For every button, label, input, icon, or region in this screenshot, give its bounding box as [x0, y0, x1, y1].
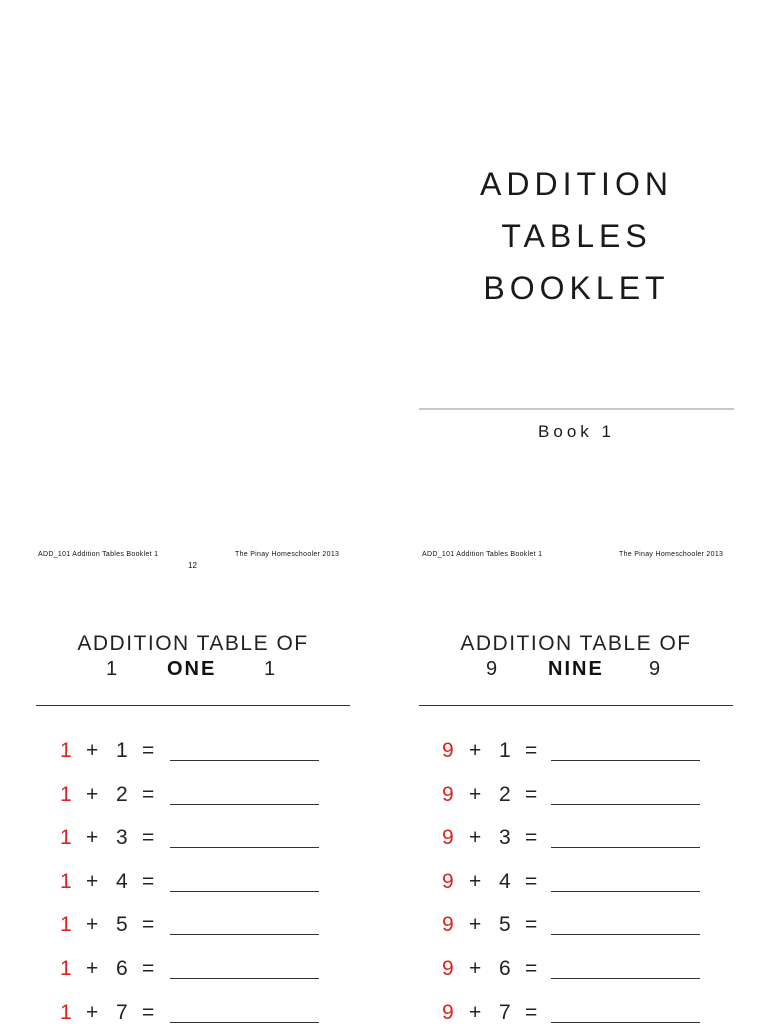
- table-subheading: [419, 658, 733, 686]
- equation-row: [36, 780, 350, 810]
- cover-title: [419, 158, 734, 314]
- equals-sign: =: [525, 739, 538, 762]
- table-divider: [36, 705, 350, 706]
- table-word: NINE: [548, 658, 604, 680]
- addend-b: 2: [499, 782, 511, 806]
- plus-sign: +: [469, 913, 482, 937]
- answer-blank[interactable]: [551, 1022, 700, 1023]
- footer-right-credit: The Pinay Homeschooler 2013: [619, 551, 724, 558]
- plus-sign: +: [469, 957, 482, 980]
- equation-row: [419, 867, 733, 897]
- plus-sign: +: [469, 782, 482, 806]
- plus-sign: +: [86, 869, 99, 893]
- cover-title-line3: BOOKLET: [483, 270, 670, 306]
- plus-sign: +: [86, 1000, 99, 1024]
- addend-b: 5: [116, 913, 128, 937]
- equation-row: [36, 954, 350, 984]
- answer-blank[interactable]: [551, 934, 700, 935]
- addend-b: 1: [499, 739, 511, 762]
- table-number-right: 1: [264, 658, 276, 680]
- addend-b: 6: [499, 957, 511, 980]
- table-heading: ADDITION TABLE OF: [460, 632, 692, 655]
- table-number-right: 9: [649, 658, 661, 680]
- plus-sign: +: [86, 739, 99, 762]
- equals-sign: =: [142, 739, 155, 762]
- footer-left-credit: The Pinay Homeschooler 2013: [235, 551, 340, 558]
- addend-b: 7: [116, 1000, 128, 1024]
- equation-row: [419, 998, 733, 1028]
- addend-b: 6: [116, 957, 128, 980]
- addend-b: 3: [116, 826, 128, 850]
- equation-row: [419, 910, 733, 940]
- addend-b: 5: [499, 913, 511, 937]
- plus-sign: +: [86, 782, 99, 806]
- plus-sign: +: [469, 739, 482, 762]
- table-heading: ADDITION TABLE OF: [77, 632, 309, 655]
- table-number-left: 9: [486, 658, 498, 680]
- addend-a: 1: [60, 782, 72, 806]
- addend-a: 1: [60, 1000, 72, 1024]
- addend-b: 2: [116, 782, 128, 806]
- answer-blank[interactable]: [551, 847, 700, 848]
- answer-blank[interactable]: [170, 891, 319, 892]
- addend-a: 9: [442, 826, 454, 850]
- answer-blank[interactable]: [170, 978, 319, 979]
- addend-b: 7: [499, 1000, 511, 1024]
- answer-blank[interactable]: [551, 978, 700, 979]
- plus-sign: +: [86, 913, 99, 937]
- footer-right-code: ADD_101 Addition Tables Booklet 1: [422, 551, 543, 558]
- equation-row: [36, 910, 350, 940]
- addend-b: 1: [116, 739, 128, 762]
- addend-b: 4: [499, 869, 511, 893]
- answer-blank[interactable]: [170, 934, 319, 935]
- page-number: 12: [188, 561, 197, 570]
- cover-divider: [419, 408, 734, 410]
- equals-sign: =: [142, 869, 155, 893]
- addend-a: 9: [442, 1000, 454, 1024]
- plus-sign: +: [469, 1000, 482, 1024]
- answer-blank[interactable]: [551, 891, 700, 892]
- table-number-left: 1: [106, 658, 118, 680]
- equals-sign: =: [142, 957, 155, 980]
- equation-row: [419, 736, 733, 766]
- addend-a: 9: [442, 869, 454, 893]
- plus-sign: +: [86, 957, 99, 980]
- equation-row: [36, 998, 350, 1028]
- plus-sign: +: [469, 826, 482, 850]
- equals-sign: =: [525, 1000, 538, 1024]
- addition-table-nine: [419, 630, 733, 1024]
- equals-sign: =: [142, 826, 155, 850]
- equals-sign: =: [142, 1000, 155, 1024]
- addend-a: 1: [60, 826, 72, 850]
- equation-row: [419, 780, 733, 810]
- equation-row: [36, 867, 350, 897]
- equals-sign: =: [525, 782, 538, 806]
- addend-b: 3: [499, 826, 511, 850]
- addend-b: 4: [116, 869, 128, 893]
- equation-row: [419, 823, 733, 853]
- addend-a: 9: [442, 913, 454, 937]
- answer-blank[interactable]: [551, 804, 700, 805]
- addend-a: 1: [60, 957, 72, 980]
- addition-table-one: [36, 630, 350, 1024]
- answer-blank[interactable]: [170, 1022, 319, 1023]
- addend-a: 9: [442, 957, 454, 980]
- equals-sign: =: [525, 913, 538, 937]
- answer-blank[interactable]: [170, 760, 319, 761]
- equation-row: [419, 954, 733, 984]
- plus-sign: +: [86, 826, 99, 850]
- cover-subtitle: Book 1: [538, 422, 615, 441]
- cover-title-line1: ADDITION: [480, 166, 673, 202]
- addend-a: 1: [60, 739, 72, 762]
- equals-sign: =: [525, 869, 538, 893]
- answer-blank[interactable]: [551, 760, 700, 761]
- equals-sign: =: [142, 782, 155, 806]
- equation-row: [36, 736, 350, 766]
- equation-row: [36, 823, 350, 853]
- plus-sign: +: [469, 869, 482, 893]
- addend-a: 9: [442, 782, 454, 806]
- equals-sign: =: [142, 913, 155, 937]
- answer-blank[interactable]: [170, 847, 319, 848]
- addend-a: 1: [60, 913, 72, 937]
- table-divider: [419, 705, 733, 706]
- equals-sign: =: [525, 957, 538, 980]
- equals-sign: =: [525, 826, 538, 850]
- cover-title-line2: TABLES: [501, 218, 652, 254]
- addend-a: 1: [60, 869, 72, 893]
- table-subheading: [36, 658, 350, 686]
- table-word: ONE: [167, 658, 217, 680]
- answer-blank[interactable]: [170, 804, 319, 805]
- footer-left-code: ADD_101 Addition Tables Booklet 1: [38, 551, 159, 558]
- addend-a: 9: [442, 739, 454, 762]
